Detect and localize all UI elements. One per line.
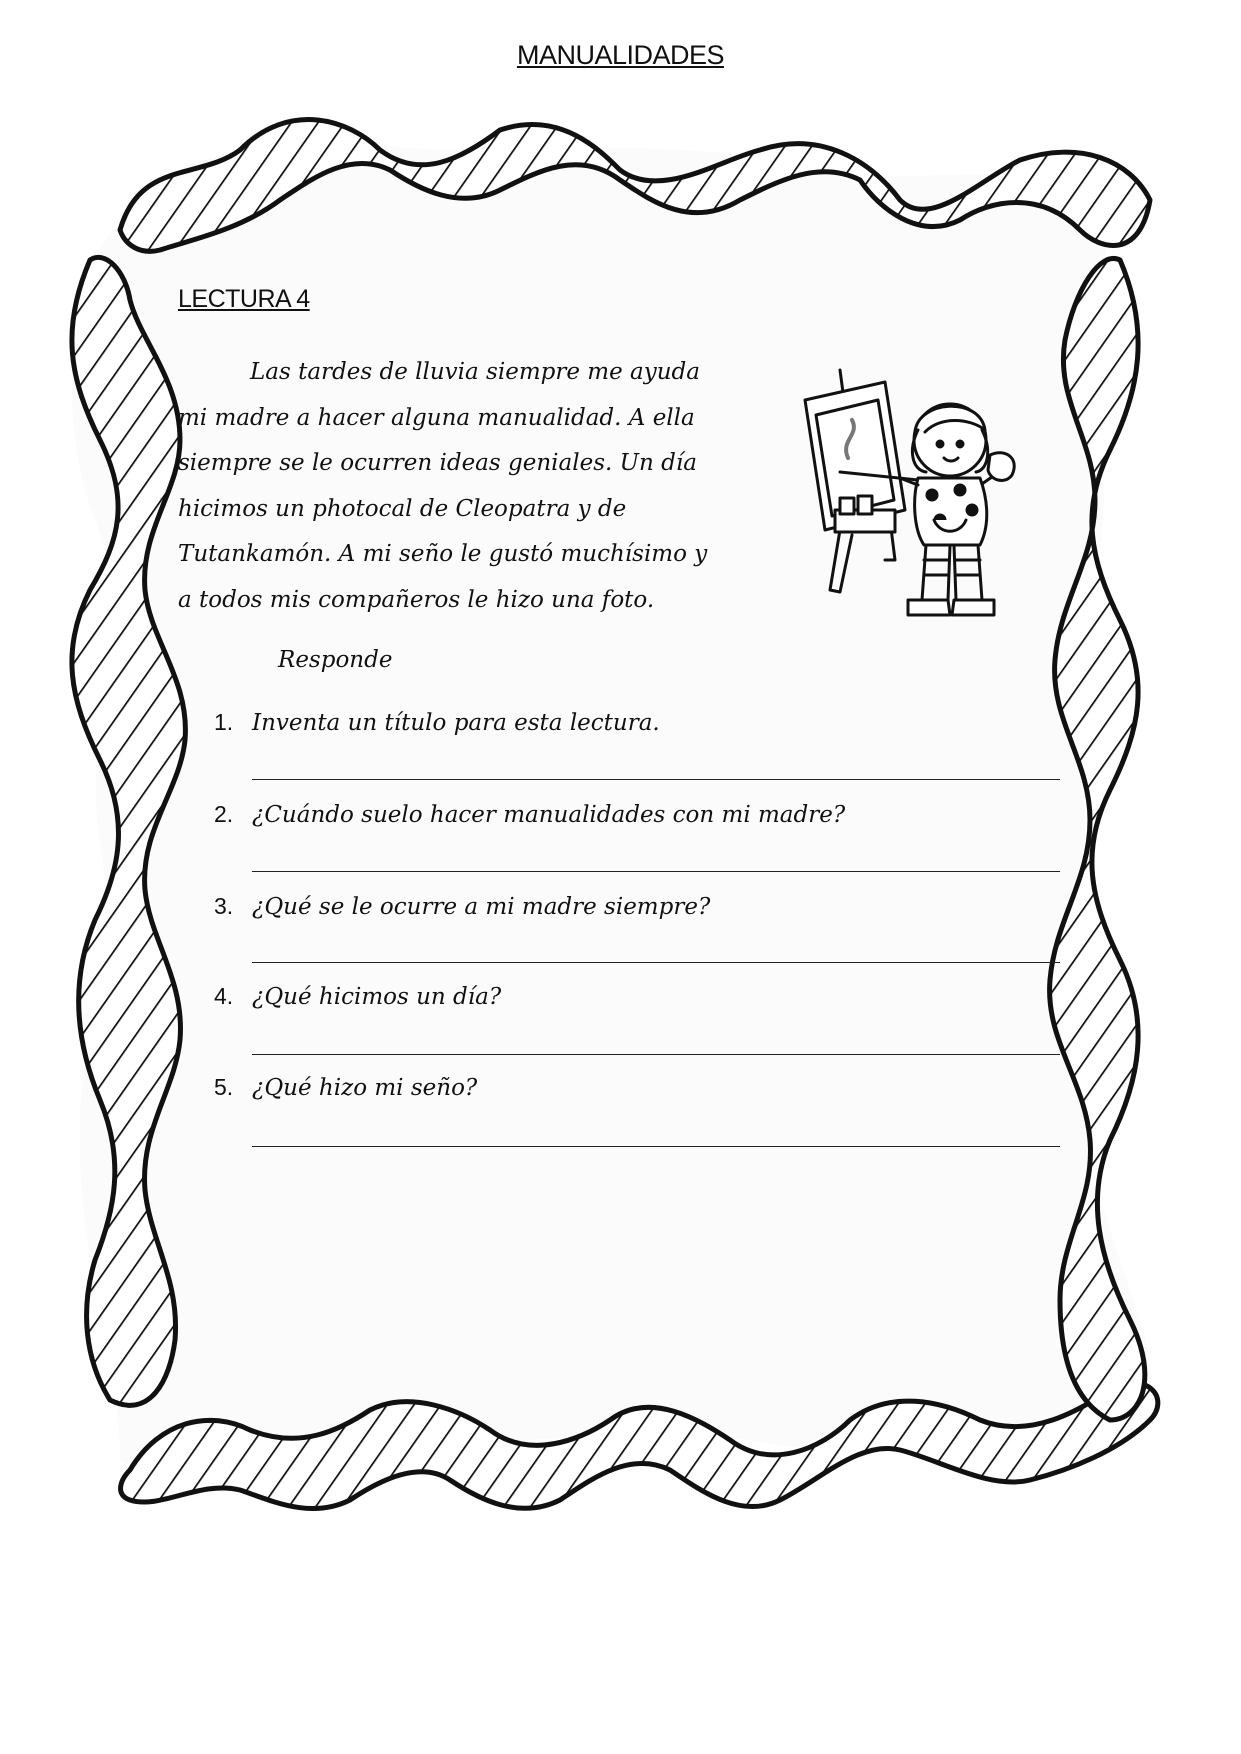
question-item xyxy=(214,1074,477,1101)
question-text: Inventa un título para esta lectura. xyxy=(252,710,660,736)
question-number: 2. xyxy=(214,801,234,827)
question-number: 4. xyxy=(214,983,234,1009)
answer-line[interactable] xyxy=(252,871,1060,872)
respond-label: Responde xyxy=(278,647,393,673)
question-item xyxy=(214,801,845,828)
question-item xyxy=(214,709,660,736)
answer-line[interactable] xyxy=(252,1054,1060,1055)
question-item xyxy=(214,893,710,920)
question-text: ¿Qué hizo mi seño? xyxy=(252,1075,478,1101)
reading-line: Las tardes de lluvia siempre me ayuda xyxy=(250,359,700,385)
page-title: MANUALIDADES xyxy=(516,40,725,70)
question-number: 5. xyxy=(214,1074,234,1100)
reading-line: mi madre a hacer alguna manualidad. A ella xyxy=(178,404,695,431)
question-number: 3. xyxy=(214,893,234,919)
question-text: ¿Qué hicimos un día? xyxy=(252,984,502,1010)
child-painting-at-easel-icon xyxy=(800,360,1020,630)
answer-line[interactable] xyxy=(252,962,1060,963)
question-item xyxy=(214,983,501,1010)
question-text: ¿Qué se le ocurre a mi madre siempre? xyxy=(252,894,711,920)
reading-line: Tutankamón. A mi seño le gustó muchísimo y xyxy=(178,541,708,567)
question-text: ¿Cuándo suelo hacer manualidades con mi madre? xyxy=(252,802,846,828)
question-number: 1. xyxy=(214,709,234,735)
reading-line: a todos mis compañeros le hizo una foto. xyxy=(178,586,655,613)
reading-line: hicimos un photocal de Cleopatra y de xyxy=(178,495,627,522)
answer-line[interactable] xyxy=(252,779,1060,780)
reading-line: siempre se le ocurren ideas geniales. Un día xyxy=(178,450,697,476)
reading-text xyxy=(178,350,778,623)
answer-line[interactable] xyxy=(252,1146,1060,1147)
reading-title: LECTURA 4 xyxy=(178,285,310,313)
